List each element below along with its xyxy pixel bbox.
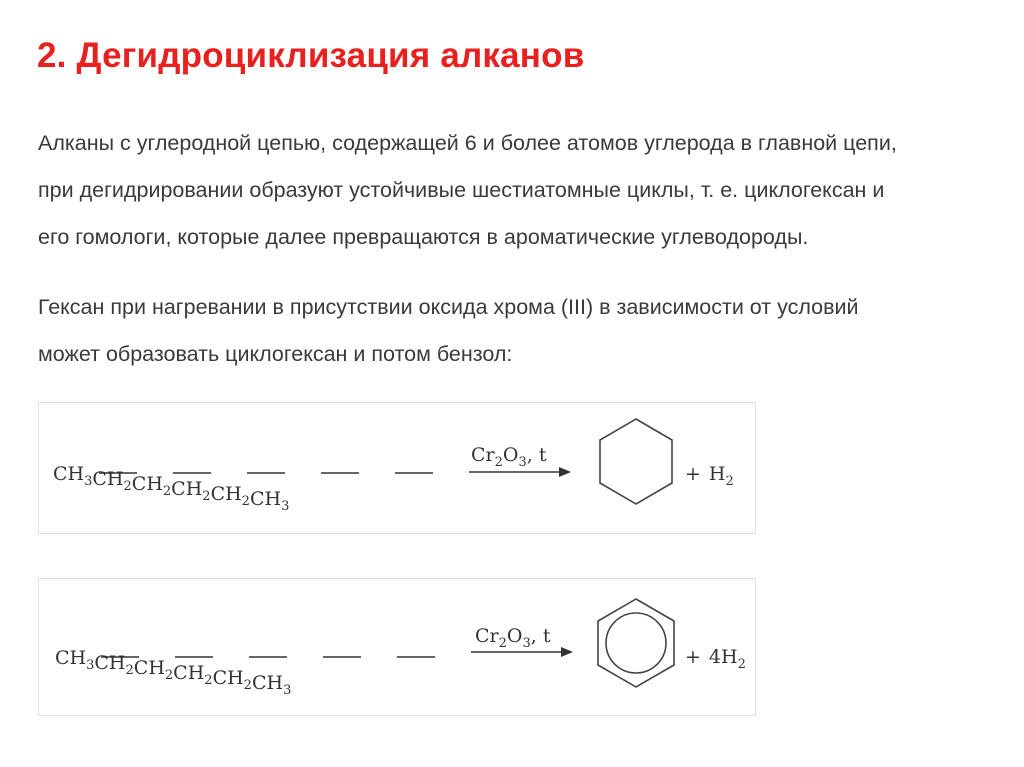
paragraph-line: может образовать циклогексан и потом бензол: [38,342,513,366]
byproduct-formula: + $4H_2$ [685,646,746,672]
reaction-cyclohexane-diagram [39,403,757,535]
page-title: 2. Дегидроциклизация алканов [37,36,585,75]
catalyst-label: $Cr_2O_3$, t [471,444,547,470]
paragraph-intro [38,120,897,261]
hexane-chain-formula: $CH_3CH_2CH_2CH_2CH_2CH_3$ [55,647,292,698]
paragraph-line: Гексан при нагревании в присутствии оксида хрома (III) в зависимости от условий [38,295,859,319]
hexane-chain-formula: $CH_3CH_2CH_2CH_2CH_2CH_3$ [53,463,290,514]
reaction-cyclohexane-box [38,402,756,534]
paragraph-line: при дегидрировании образуют устойчивые шестиатомные циклы, т. е. циклогексан и [38,178,885,202]
byproduct-formula: + $H_2$ [685,463,734,489]
paragraph-line: Алканы с углеродной цепью, содержащей 6 и более атомов углерода в главной цепи, [38,131,897,155]
cyclohexane-ring [600,419,672,504]
benzene-ring [598,599,674,687]
paragraph-hexane [38,284,859,378]
reaction-benzene-diagram [39,579,757,717]
paragraph-line: его гомологи, которые далее превращаются в ароматические углеводороды. [38,225,809,249]
reaction-benzene-box [38,578,756,716]
catalyst-label: $Cr_2O_3$, t [475,625,551,651]
